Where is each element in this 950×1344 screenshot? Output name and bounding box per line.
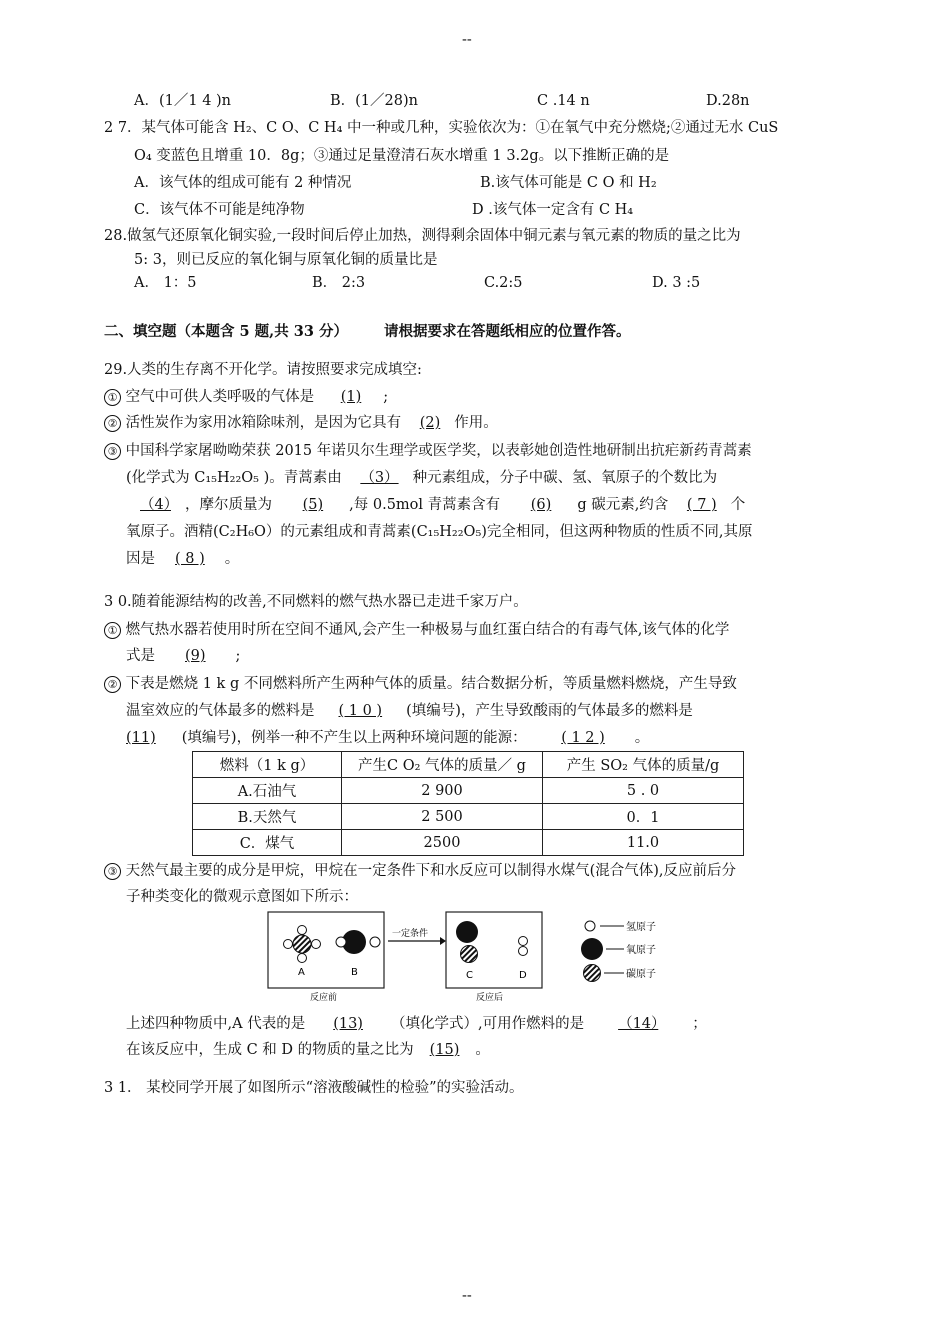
answer-blank-3[interactable]: （3） xyxy=(360,470,399,486)
q30-a-text: 上述四种物质中,A 代表的是 xyxy=(126,1016,306,1032)
q30-item-1-end: ; xyxy=(235,648,241,664)
item-number-3: ③ xyxy=(104,443,121,460)
q29-item-2-text: 活性炭作为家用冰箱除味剂，是因为它具有 xyxy=(125,415,402,431)
answer-blank-13[interactable]: (13) xyxy=(333,1016,363,1032)
arrow-head-icon xyxy=(440,937,446,945)
table-row xyxy=(193,804,744,830)
legend xyxy=(581,920,656,982)
q30-intro: 3 0.随着能源结构的改善,不同燃料的燃气热水器已走进千家万户。 xyxy=(104,594,528,610)
answer-blank-1[interactable]: (1) xyxy=(340,389,362,405)
legend-hydrogen: 氢原子 xyxy=(626,922,656,933)
q29-item-3-line5 xyxy=(126,549,239,569)
q28-option-a: A． 1：5 xyxy=(134,275,197,291)
label-d: D xyxy=(519,970,527,981)
molecule-d-icon xyxy=(519,937,528,956)
q29-carbon-text: g 碳元素,约含 xyxy=(577,497,669,513)
legend-oxygen: 氧原子 xyxy=(626,945,656,956)
q28-option-b: B． 2:3 xyxy=(312,275,366,291)
answer-blank-12[interactable]: ( 1 2 ) xyxy=(561,730,605,746)
q29-intro: 29.人类的生存离不开化学。请按照要求完成填空: xyxy=(104,362,422,378)
answer-blank-11[interactable]: (11) xyxy=(126,730,156,746)
header-mark: -- xyxy=(462,32,472,48)
section-title: 二、填空题（本题含 5 题,共 33 分） xyxy=(104,323,349,340)
q31-intro: 3 1． 某校同学开展了如图所示“溶液酸碱性的检验”的实验活动。 xyxy=(104,1080,524,1096)
label-b: B xyxy=(351,967,358,978)
table-cell: 11.0 xyxy=(543,830,744,856)
q29-formula-text: (化学式为 C₁₅H₂₂O₅ )。青蒿素由 xyxy=(126,470,342,486)
item-number-1: ① xyxy=(104,622,121,639)
q28-stem-line1: 28.做氢气还原氧化铜实验,一段时间后停止加热，测得剩余固体中铜元素与氧元素的物质的量之比为 xyxy=(104,228,741,244)
table-cell: 2500 xyxy=(342,830,543,856)
carbon-atom-icon xyxy=(584,965,601,982)
q29-item-1 xyxy=(104,387,388,407)
table-row xyxy=(193,778,744,804)
q30-item-2-line1 xyxy=(104,674,737,694)
item-number-2: ② xyxy=(104,415,121,432)
section-instruction: 请根据要求在答题纸相应的位置作答。 xyxy=(384,323,631,340)
q29-molar-text: ，摩尔质量为 xyxy=(184,497,272,513)
q30-item-2-line2 xyxy=(126,701,721,721)
answer-blank-14[interactable]: （14） xyxy=(618,1016,659,1032)
table-row xyxy=(193,830,744,856)
q30-item-3-line4 xyxy=(126,1040,490,1060)
table-cell: A.石油气 xyxy=(193,778,342,804)
q30-item-3-line1 xyxy=(104,861,736,881)
q29-item-2 xyxy=(104,413,498,433)
q29-item-3-line2 xyxy=(126,468,729,488)
q30-formula-text: 式是 xyxy=(126,648,155,664)
q29-item-3-line3 xyxy=(126,495,745,515)
label-c: C xyxy=(466,970,473,981)
q30-ratio-text: 在该反应中，生成 C 和 D 的物质的量之比为 xyxy=(126,1042,414,1058)
q26-option-d: D.28n xyxy=(706,93,750,109)
q30-item-1-text: 燃气热水器若使用时所在空间不通风,会产生一种极易与血红蛋白结合的有毒气体,该气体的化学 xyxy=(125,622,730,638)
q29-item-3-line1 xyxy=(104,441,752,461)
q29-ratio-text: 种元素组成，分子中碳、氢、氧原子的个数比为 xyxy=(412,470,718,486)
table-header-row xyxy=(193,752,744,778)
fuel-gas-table xyxy=(192,751,744,856)
q30-fuel-text: （填化学式）,可用作燃料的是 xyxy=(390,1016,585,1032)
q30-item-2-text: 下表是燃烧 1 k g 不同燃料所产生两种气体的质量。结合数据分析，等质量燃料燃烧，产生导致 xyxy=(125,676,737,692)
q30-item-3-end: ； xyxy=(692,1016,707,1032)
q29-item-2-end: 作用。 xyxy=(454,415,498,431)
after-label: 反应后 xyxy=(476,993,504,1003)
before-label: 反应前 xyxy=(310,993,338,1003)
q30-item-3-line3 xyxy=(126,1014,707,1034)
answer-blank-9[interactable]: (9) xyxy=(185,648,206,664)
q30-acid-rain-text: (填编号)，产生导致酸雨的气体最多的燃料是 xyxy=(406,703,693,719)
q29-reason-text: 因是 xyxy=(126,551,155,567)
q29-unit-text: 个 xyxy=(730,497,746,513)
q29-item-3-line4: 氧原子。酒精(C₂H₆O）的元素组成和青蒿素(C₁₅H₂₂O₅)完全相同，但这两种物质的性质不同,其原 xyxy=(126,524,753,540)
q30-energy-text: (填编号)，例举一种不产生以上两种环境问题的能源： xyxy=(181,730,527,746)
q26-option-b: B．(1／28)n xyxy=(330,93,418,109)
answer-blank-8[interactable]: ( 8 ) xyxy=(175,551,205,567)
table-cell: 2 500 xyxy=(342,804,543,830)
q27-option-c: C．该气体不可能是纯净物 xyxy=(134,202,305,218)
answer-blank-7[interactable]: ( 7 ) xyxy=(686,497,717,513)
q30-item-1-line2 xyxy=(126,646,240,666)
q26-option-a: A．(1／1 4 )n xyxy=(134,93,232,109)
oxygen-atom-icon xyxy=(581,938,603,960)
answer-blank-10[interactable]: ( 1 0 ) xyxy=(338,703,383,719)
q30-item-2-line3 xyxy=(126,728,649,748)
footer-mark: -- xyxy=(462,1288,472,1304)
answer-blank-2[interactable]: (2) xyxy=(419,415,441,431)
reaction-microscopic-diagram xyxy=(266,910,670,1004)
item-number-2: ② xyxy=(104,676,121,693)
table-header-cell: 燃料（1 k g） xyxy=(193,752,342,778)
table-cell: 2 900 xyxy=(342,778,543,804)
table-cell: 5 . 0 xyxy=(543,778,744,804)
q29-item-1-end: ; xyxy=(383,389,389,405)
q28-stem-line2: 5: 3，则已反应的氧化铜与原氧化铜的质量比是 xyxy=(134,252,438,268)
q27-stem-line2: O₄ 变蓝色且增重 10．8g；③通过足量澄清石灰水增重 1 3.2g。以下推断正确的是 xyxy=(134,148,670,164)
q30-greenhouse-text: 温室效应的气体最多的燃料是 xyxy=(126,703,315,719)
table-cell: 0．1 xyxy=(543,804,744,830)
legend-carbon: 碳原子 xyxy=(626,969,656,980)
answer-blank-15[interactable]: (15) xyxy=(429,1042,460,1058)
q28-option-c: C.2:5 xyxy=(484,275,523,291)
q29-item-1-text: 空气中可供人类呼吸的气体是 xyxy=(125,389,315,405)
q29-mol-text: ,每 0.5mol 青蒿素含有 xyxy=(349,497,501,513)
q28-option-d: D. 3 :5 xyxy=(652,275,701,291)
molecule-c-icon xyxy=(456,921,478,963)
item-number-3: ③ xyxy=(104,863,121,880)
table-header-cell: 产生C O₂ 气体的质量／ g xyxy=(342,752,543,778)
q27-option-b: B.该气体可能是 C O 和 H₂ xyxy=(480,175,657,191)
q30-item-1-line1 xyxy=(104,620,729,640)
table-cell: C．煤气 xyxy=(193,830,342,856)
molecule-a-icon xyxy=(284,926,321,963)
hydrogen-atom-icon xyxy=(585,921,595,931)
q26-option-c: C .14 n xyxy=(537,93,590,109)
molecule-b-icon xyxy=(336,930,380,954)
answer-blank-4[interactable]: （4） xyxy=(140,497,171,513)
q27-stem-line1: 2 7．某气体可能含 H₂、C O、C H₄ 中一种或几种，实验依次为：①在氧气中充分燃烧;②通过无水 CuS xyxy=(104,120,779,136)
q27-option-a: A．该气体的组成可能有 2 种情况 xyxy=(134,175,352,191)
answer-blank-5[interactable]: (5) xyxy=(302,497,324,513)
q27-option-d: D .该气体一定含有 C H₄ xyxy=(472,202,634,218)
label-a: A xyxy=(298,967,305,978)
table-cell: B.天然气 xyxy=(193,804,342,830)
answer-blank-6[interactable]: (6) xyxy=(530,497,552,513)
q30-ratio-end: 。 xyxy=(475,1042,490,1058)
q30-item-2-end: 。 xyxy=(634,730,650,746)
item-number-1: ① xyxy=(104,389,121,406)
q29-reason-end: 。 xyxy=(224,551,240,567)
q29-item-3-text: 中国科学家屠呦呦荣获 2015 年诺贝尔生理学或医学奖，以表彰她创造性地研制出抗疟新药青蒿素 xyxy=(125,443,752,459)
before-box xyxy=(268,912,384,988)
q30-item-3-text: 天然气最主要的成分是甲烷，甲烷在一定条件下和水反应可以制得水煤气(混合气体),反应前后分 xyxy=(125,863,737,879)
table-header-cell: 产生 SO₂ 气体的质量/g xyxy=(543,752,744,778)
q30-item-3-line2: 子种类变化的微观示意图如下所示： xyxy=(126,889,358,905)
arrow-condition-label: 一定条件 xyxy=(392,929,429,939)
